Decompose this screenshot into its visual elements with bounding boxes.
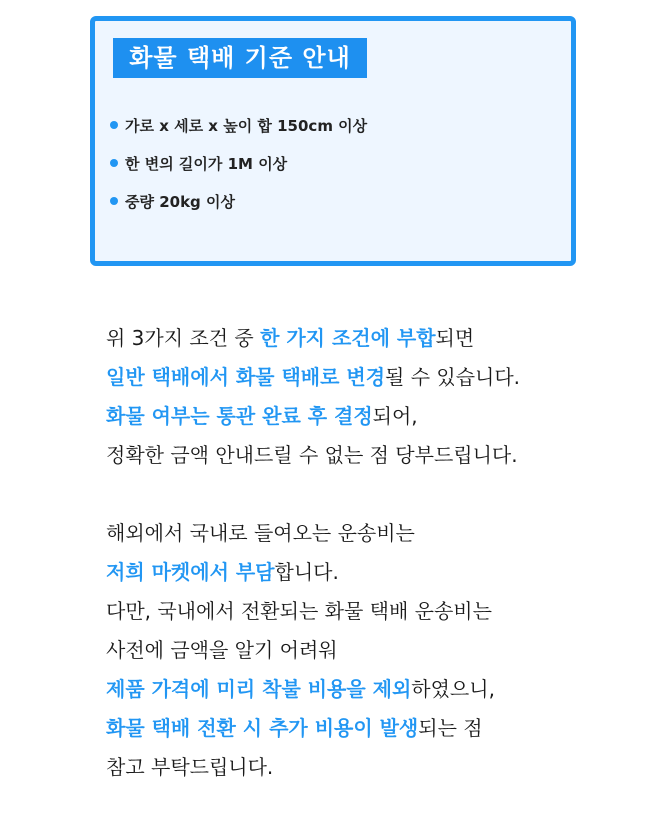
criteria-item [110, 182, 367, 220]
bullet-dot-icon [110, 121, 118, 129]
paragraph-shipping-cost [106, 514, 646, 787]
paragraph-condition [106, 319, 646, 475]
plain-text: 되는 점 [418, 716, 483, 740]
text-line [106, 592, 646, 631]
highlighted-text: 저희 마켓에서 부담 [106, 560, 275, 584]
highlighted-text: 한 가지 조건에 부합 [260, 326, 436, 350]
body-text [106, 319, 646, 787]
plain-text: 참고 부탁드립니다. [106, 755, 274, 779]
plain-text: 위 3가지 조건 중 [106, 326, 261, 350]
highlighted-text: 화물 여부는 통관 완료 후 결정 [106, 404, 373, 428]
text-line [106, 631, 646, 670]
text-line [106, 397, 646, 436]
text-line [106, 553, 646, 592]
plain-text: 다만, 국내에서 전환되는 화물 택배 운송비는 [106, 599, 492, 623]
text-line [106, 670, 646, 709]
bullet-dot-icon [110, 159, 118, 167]
text-line [106, 436, 646, 475]
criteria-text: 중량 20kg 이상 [125, 192, 235, 211]
criteria-item [110, 144, 367, 182]
criteria-list [110, 106, 367, 220]
plain-text: 될 수 있습니다. [385, 365, 521, 389]
text-line [106, 709, 646, 748]
notice-title: 화물 택배 기준 안내 [113, 38, 367, 78]
highlighted-text: 화물 택배 전환 시 추가 비용이 발생 [106, 716, 419, 740]
criteria-text: 한 변의 길이가 1M 이상 [125, 154, 288, 173]
paragraph-gap [106, 475, 646, 514]
plain-text: 하였으니, [411, 677, 495, 701]
plain-text: 해외에서 국내로 들여오는 운송비는 [106, 521, 415, 545]
criteria-text: 가로 x 세로 x 높이 합 150cm 이상 [125, 116, 368, 135]
plain-text: 되면 [435, 326, 475, 350]
highlighted-text: 일반 택배에서 화물 택배로 변경 [106, 365, 386, 389]
plain-text: 사전에 금액을 알기 어려워 [106, 638, 338, 662]
plain-text: 되어, [372, 404, 418, 428]
text-line [106, 514, 646, 553]
text-line [106, 319, 646, 358]
criteria-item [110, 106, 367, 144]
text-line [106, 358, 646, 397]
plain-text: 합니다. [274, 560, 339, 584]
plain-text: 정확한 금액 안내드릴 수 없는 점 당부드립니다. [106, 443, 518, 467]
bullet-dot-icon [110, 197, 118, 205]
highlighted-text: 제품 가격에 미리 착불 비용을 제외 [106, 677, 412, 701]
text-line [106, 748, 646, 787]
